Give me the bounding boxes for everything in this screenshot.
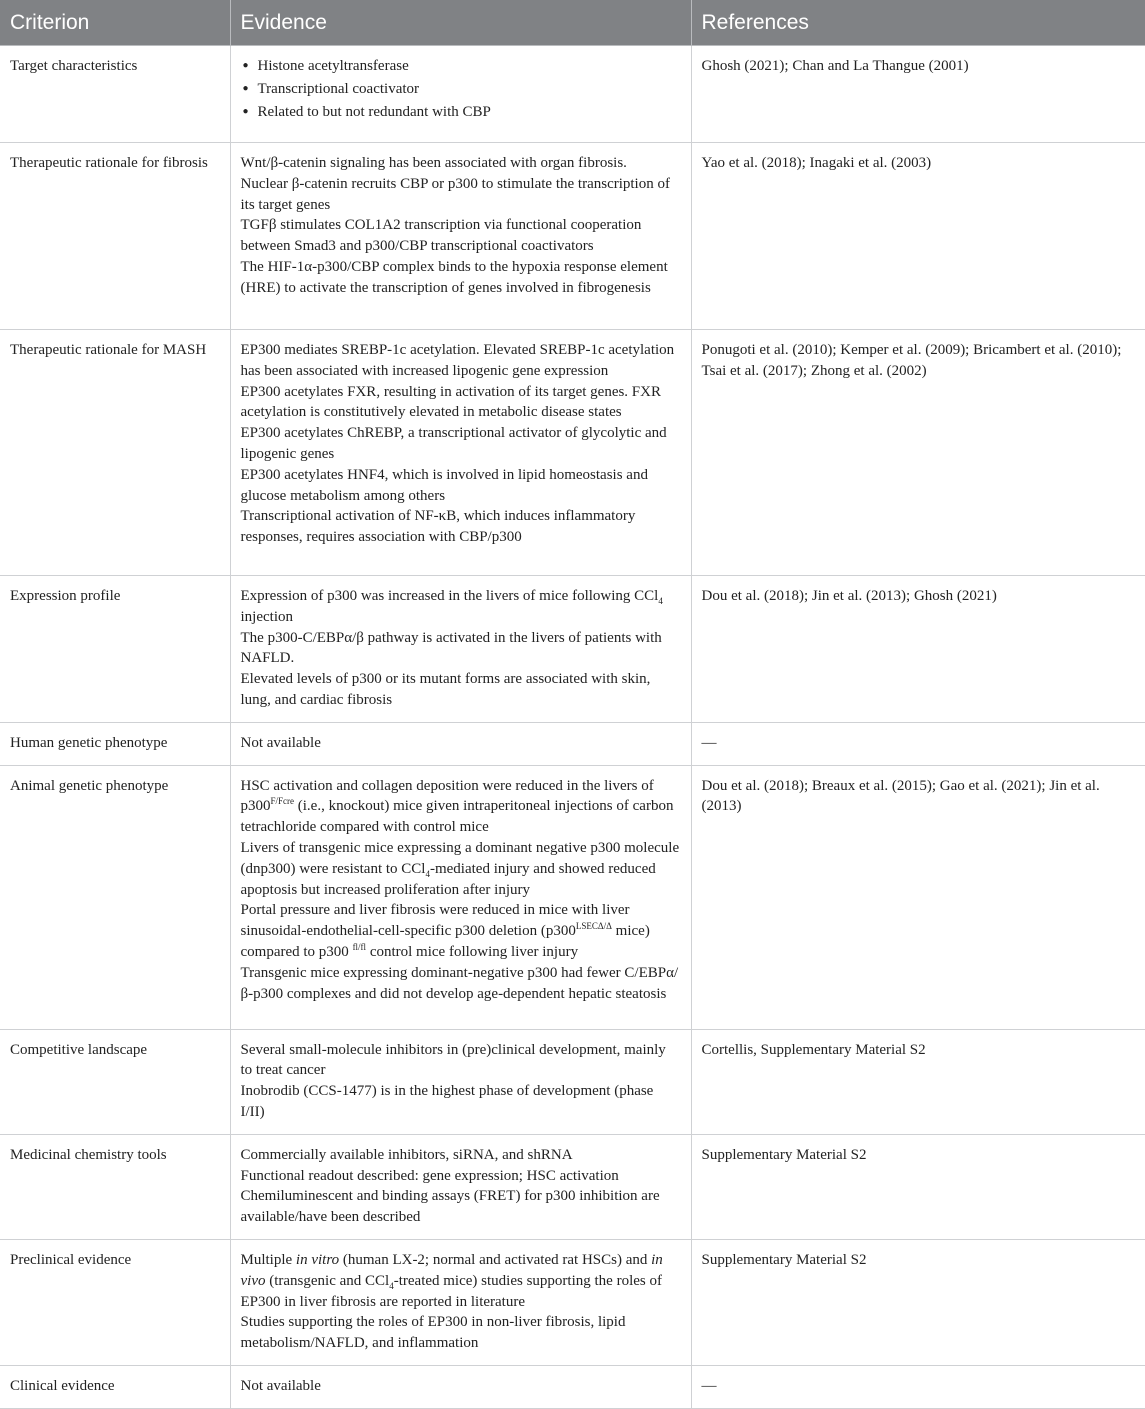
evidence-line: Inobrodib (CCS-1477) is in the highest phase of development (phase I/II)	[240, 1083, 654, 1120]
references-cell: Ponugoti et al. (2010); Kemper et al. (2009); Bricambert et al. (2010); Tsai et al. (2017); Zhong et al. (2002)	[691, 330, 1145, 576]
italic-text: in vitro	[295, 1251, 340, 1268]
evidence-cell	[230, 143, 691, 330]
evidence-text: control mice following liver injury	[366, 943, 579, 960]
references-cell: Cortellis, Supplementary Material S2	[691, 1029, 1145, 1134]
evidence-line: Transgenic mice expressing dominant-negative p300 had fewer C/EBPα/β-p300 complexes and did not develop age-dependent hepatic steatosis	[240, 964, 679, 1002]
criterion-cell: Therapeutic rationale for MASH	[0, 330, 230, 576]
criterion-cell: Medicinal chemistry tools	[0, 1134, 230, 1239]
table-row	[0, 765, 1145, 1029]
evidence-line: Transcriptional activation of NF-κB, which induces inflammatory responses, requires association with CBP/p300	[240, 508, 636, 546]
evidence-cell	[230, 765, 691, 1029]
table-row	[0, 1029, 1145, 1134]
table-row	[0, 143, 1145, 330]
references-cell: Dou et al. (2018); Breaux et al. (2015); Gao et al. (2021); Jin et al. (2013)	[691, 765, 1145, 1029]
evidence-line: Chemiluminescent and binding assays (FRET) for p300 inhibition are available/have been described	[240, 1188, 660, 1226]
evidence-line: Commercially available inhibitors, siRNA, and shRNA	[240, 1146, 573, 1163]
criterion-cell: Animal genetic phenotype	[0, 765, 230, 1029]
evidence-line: The HIF-1α-p300/CBP complex binds to the hypoxia response element (HRE) to activate the transcription of genes involved in fibrogenesis	[240, 258, 668, 296]
evidence-line: EP300 acetylates ChREBP, a transcriptional activator of glycolytic and lipogenic genes	[240, 425, 667, 462]
evidence-cell	[230, 576, 691, 723]
evidence-line: Several small-molecule inhibitors in (pre)clinical development, mainly to treat cancer	[240, 1041, 666, 1079]
criterion-cell: Clinical evidence	[0, 1365, 230, 1408]
evidence-line: Nuclear β-catenin recruits CBP or p300 to stimulate the transcription of its target genes	[240, 175, 670, 213]
evidence-cell: Not available	[230, 1365, 691, 1408]
table-row	[0, 722, 1145, 765]
table-row	[0, 330, 1145, 576]
references-cell: —	[691, 1365, 1145, 1408]
evidence-cell	[230, 1029, 691, 1134]
header-criterion: Criterion	[0, 0, 230, 46]
evidence-bullet: ● Transcriptional coactivator	[241, 79, 681, 102]
references-cell: Ghosh (2021); Chan and La Thangue (2001)	[691, 46, 1145, 143]
table-row	[0, 46, 1145, 143]
evidence-text: (transgenic and CCl	[265, 1272, 390, 1289]
evidence-line: Wnt/β-catenin signaling has been associated with organ fibrosis.	[240, 155, 627, 171]
evidence-line	[241, 838, 681, 900]
evidence-line: The p300-C/EBPα/β pathway is activated in the livers of patients with NAFLD.	[240, 629, 662, 667]
evidence-line: Elevated levels of p300 or its mutant forms are associated with skin, lung, and cardiac fibrosis	[240, 671, 651, 708]
evidence-text: mice) compared to p300	[240, 923, 650, 960]
evidence-line	[241, 586, 681, 628]
evidence-line: EP300 mediates SREBP-1c acetylation. Elevated SREBP-1c acetylation has been associated with increased lipogenic gene expression	[240, 342, 675, 379]
evidence-text: HSC activation and collagen deposition were reduced in the livers of p300	[240, 777, 654, 815]
evidence-line: Functional readout described: gene expression; HSC activation	[240, 1167, 619, 1184]
table-row	[0, 1134, 1145, 1239]
evidence-text: Expression of p300 was increased in the livers of mice following CCl	[240, 588, 659, 604]
italic-text: in vivo	[240, 1251, 663, 1289]
evidence-text: (i.e., knockout) mice given intraperitoneal injections of carbon tetrachloride compared with control mice	[240, 798, 674, 836]
table-row	[0, 1239, 1145, 1365]
subscript: 4	[389, 1280, 394, 1291]
references-cell: Dou et al. (2018); Jin et al. (2013); Ghosh (2021)	[691, 576, 1145, 723]
superscript: fl/fl	[352, 941, 367, 952]
criterion-cell: Human genetic phenotype	[0, 722, 230, 765]
evidence-line: TGFβ stimulates COL1A2 transcription via functional cooperation between Smad3 and p300/CBP transcriptional coactivators	[240, 217, 642, 255]
evidence-text: Portal pressure and liver fibrosis were reduced in mice with liver sinusoidal-endothelial-cell-specific p300 deletion (p300	[240, 902, 630, 940]
header-references: References	[691, 0, 1145, 46]
evidence-bullet: ● Related to but not redundant with CBP	[241, 102, 681, 125]
evidence-bullet: ● Histone acetyltransferase	[241, 56, 681, 79]
evidence-cell: Not available	[230, 722, 691, 765]
evidence-cell	[230, 1239, 691, 1365]
evidence-text: Multiple	[240, 1251, 296, 1268]
evidence-cell	[230, 330, 691, 576]
criterion-cell: Competitive landscape	[0, 1029, 230, 1134]
table-row	[0, 576, 1145, 723]
references-cell: Supplementary Material S2	[691, 1239, 1145, 1365]
superscript: F/Fcre	[270, 796, 294, 807]
table-row	[0, 1365, 1145, 1408]
criterion-cell: Preclinical evidence	[0, 1239, 230, 1365]
evidence-line	[241, 900, 681, 962]
evidence-text: Livers of transgenic mice expressing a dominant negative p300 molecule (dnp300) were resistant to CCl	[240, 839, 680, 877]
evidence-text: injection	[240, 608, 293, 625]
header-row	[0, 0, 1145, 46]
evidence-text: (human LX-2; normal and activated rat HSCs) and	[339, 1251, 652, 1268]
references-cell: Supplementary Material S2	[691, 1134, 1145, 1239]
header-evidence: Evidence	[230, 0, 691, 46]
subscript: 4	[658, 596, 663, 606]
evidence-cell	[230, 46, 691, 143]
criterion-cell: Target characteristics	[0, 46, 230, 143]
references-cell: —	[691, 722, 1145, 765]
evidence-line	[241, 776, 681, 838]
evidence-line: Studies supporting the roles of EP300 in non-liver fibrosis, lipid metabolism/NAFLD, and inflammation	[240, 1314, 626, 1352]
criterion-cell: Therapeutic rationale for fibrosis	[0, 143, 230, 330]
evidence-line: EP300 acetylates HNF4, which is involved in lipid homeostasis and glucose metabolism among others	[240, 466, 648, 504]
evidence-line	[241, 1250, 681, 1312]
criterion-cell: Expression profile	[0, 576, 230, 723]
evidence-text: -mediated injury and showed reduced apoptosis but increased proliferation after injury	[240, 860, 656, 898]
evidence-cell	[230, 1134, 691, 1239]
superscript: LSECΔ/Δ	[575, 921, 612, 932]
evidence-line: EP300 acetylates FXR, resulting in activation of its target genes. FXR acetylation is constitutively elevated in metabolic disease states	[240, 383, 661, 421]
evidence-text: -treated mice) studies supporting the roles of EP300 in liver fibrosis are reported in literature	[240, 1272, 662, 1310]
references-cell: Yao et al. (2018); Inagaki et al. (2003)	[691, 143, 1145, 330]
subscript: 4	[425, 868, 430, 879]
